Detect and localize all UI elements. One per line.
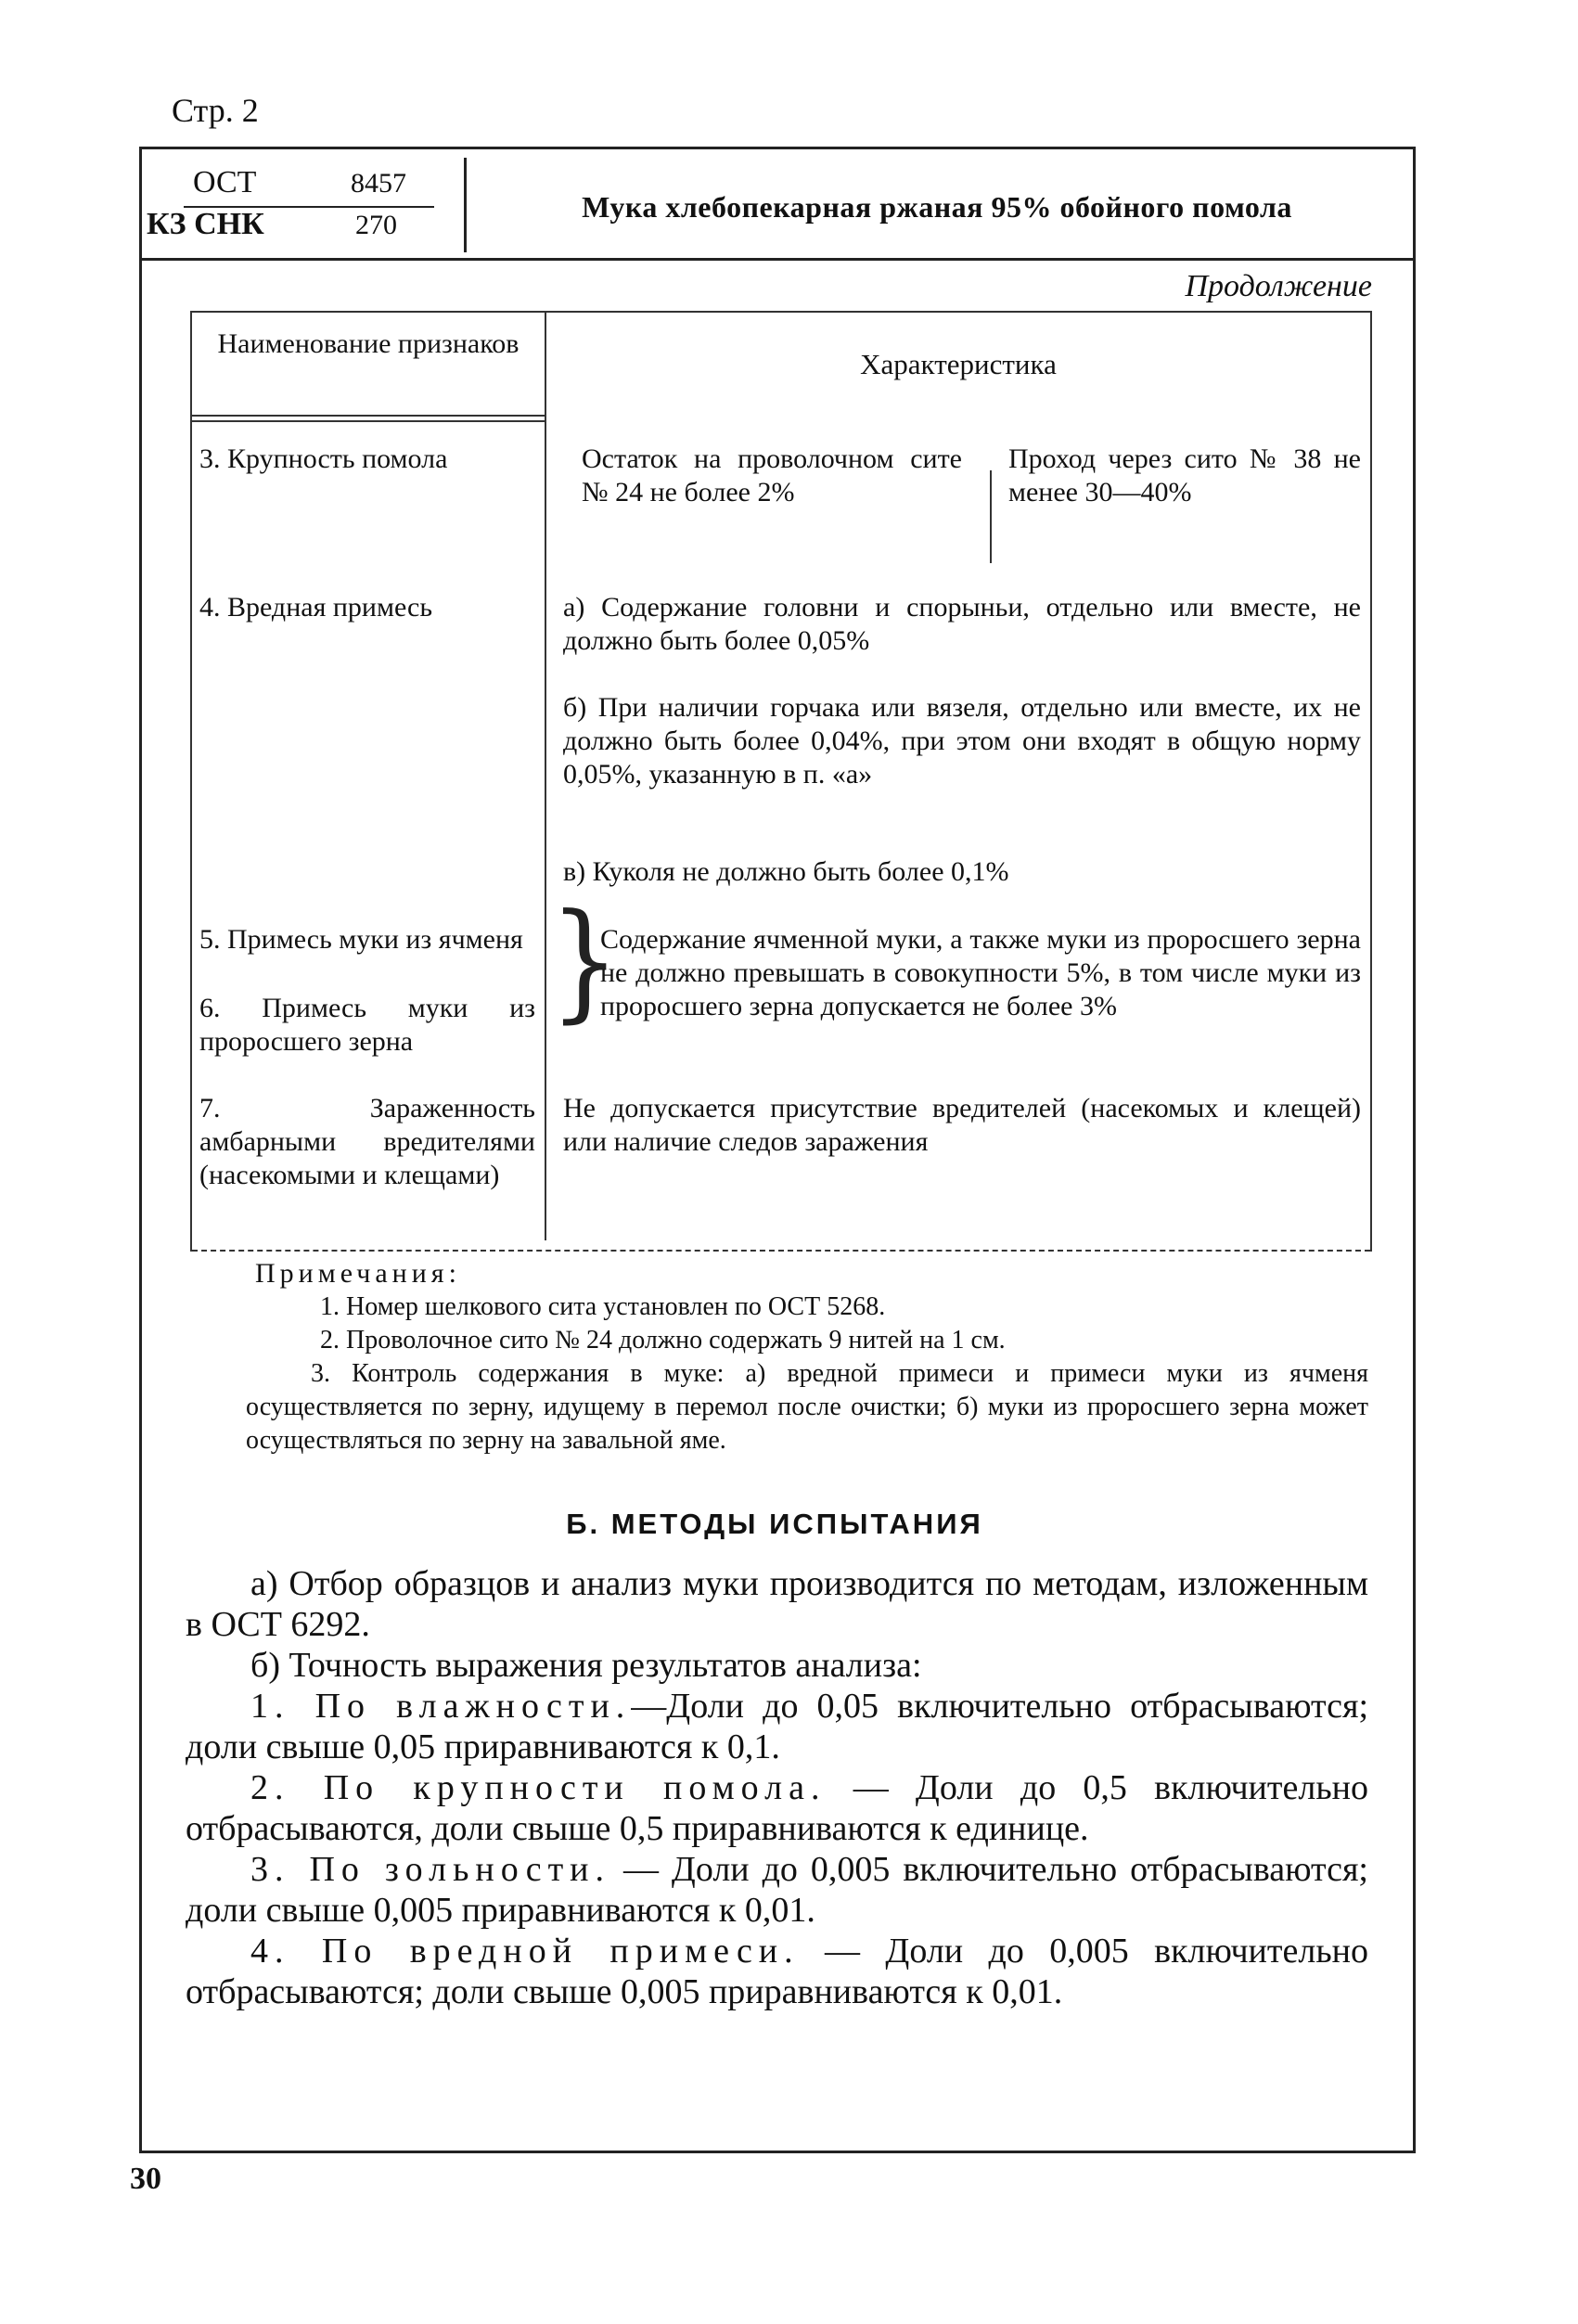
method-item-text: — Доли до 0,005 включительно отбрасываются; доли свыше 0,005 приравниваются к 0,01. <box>186 1850 1368 1930</box>
row-name: 6. Примесь муки из проросшего зерна <box>199 993 535 1057</box>
header-divider <box>464 158 467 252</box>
row-char: б) При наличии горчака или вязеля, отдельно или вместе, их не должно быть более 0,04%, при этом они входят в общую норму 0,05%, указанную в п. «а» <box>563 692 1361 790</box>
header-characteristic: Характеристика <box>860 348 1057 380</box>
row-char: Остаток на проволочном сите № 24 не более 2% <box>582 443 962 507</box>
code-fraction-line <box>184 206 434 208</box>
method-item <box>186 1931 1368 2012</box>
row-char: Не допускается присутствие вредителей (насекомых и клещей) или наличие следов заражения <box>563 1093 1361 1157</box>
section-title: Б. МЕТОДЫ ИСПЫТАНИЯ <box>566 1508 983 1540</box>
method-item <box>186 1767 1368 1849</box>
row-name: 5. Примесь муки из ячменя <box>199 924 523 955</box>
notes <box>246 1257 1368 1457</box>
method-item <box>186 1686 1368 1767</box>
row-char: Проход через сито № 38 не менее 30—40% <box>1008 443 1361 507</box>
table-bottom-rule <box>192 1250 1370 1252</box>
frame-top-rule <box>139 147 1416 149</box>
method-item-label: 2. По крупности помола. <box>250 1768 827 1807</box>
methods-text <box>186 1563 1368 2012</box>
code-number-top: 8457 <box>351 168 406 199</box>
method-item-text: —Доли до 0,05 включительно отбрасываются; доли свыше 0,05 приравниваются к 0,1. <box>186 1687 1368 1766</box>
method-item-text: — Доли до 0,5 включительно отбрасываются, доли свыше 0,5 приравниваются к единице. <box>186 1768 1368 1848</box>
continuation-label: Продолжение <box>1185 269 1372 303</box>
row-name: 3. Крупность помола <box>199 443 448 474</box>
row-char: а) Содержание головни и спорыньи, отдельно или вместе, не должно быть более 0,05% <box>563 592 1361 656</box>
method-paragraph: а) Отбор образцов и анализ муки производится по методам, изложенным в ОСТ 6292. <box>186 1564 1368 1644</box>
method-item-label: 4. По вредной примеси. <box>250 1932 800 1971</box>
code-ost: ОСТ <box>193 165 257 199</box>
standard-code <box>147 165 462 253</box>
footer-page-number: 30 <box>130 2162 161 2196</box>
note: 3. Контроль содержания в муке: а) вредной примеси и примеси муки из ячменя осуществляется по зерну, идущему в перемол после очистки; б) муки из проросшего зерна может осуществляться по зерну на завальной яме. <box>246 1359 1368 1455</box>
row-char: Содержание ячменной муки, а также муки из проросшего зерна не должно превышать в совокупности 5%, в том числе муки из проросшего зерна допускается не более 3% <box>600 924 1361 1021</box>
brace-icon: } <box>549 887 621 1036</box>
page-label: Стр. 2 <box>172 92 259 129</box>
table-header-rule-double <box>192 420 545 422</box>
split-divider <box>990 470 992 563</box>
method-item <box>186 1849 1368 1931</box>
note: 1. Номер шелкового сита установлен по ОСТ 5268. <box>320 1292 886 1321</box>
notes-heading: Примечания: <box>255 1258 461 1289</box>
row-char: в) Куколя не должно быть более 0,1% <box>563 856 1009 887</box>
method-item-label: 1. По влажности. <box>250 1687 632 1726</box>
code-ksnk: КЗ СНК <box>147 207 264 241</box>
header-rule <box>139 258 1416 261</box>
characteristics-table <box>190 311 1372 1252</box>
row-name: 4. Вредная примесь <box>199 592 433 623</box>
row-name: 7. Зараженность амбарными вредителями (насекомыми и клещами) <box>199 1093 535 1190</box>
table-column-divider <box>545 313 546 1240</box>
header-name: Наименование признаков <box>217 328 520 359</box>
code-number-bottom: 270 <box>355 210 397 240</box>
note: 2. Проволочное сито № 24 должно содержать 9 нитей на 1 см. <box>320 1326 1006 1355</box>
document-title: Мука хлебопекарная ржаная 95% обойного помола <box>582 190 1292 224</box>
method-paragraph: б) Точность выражения результатов анализа: <box>250 1646 922 1685</box>
method-item-text: — Доли до 0,005 включительно отбрасываются; доли свыше 0,005 приравниваются к 0,01. <box>186 1932 1368 2011</box>
table-header-rule <box>192 415 545 417</box>
method-item-label: 3. По зольности. <box>250 1850 611 1889</box>
